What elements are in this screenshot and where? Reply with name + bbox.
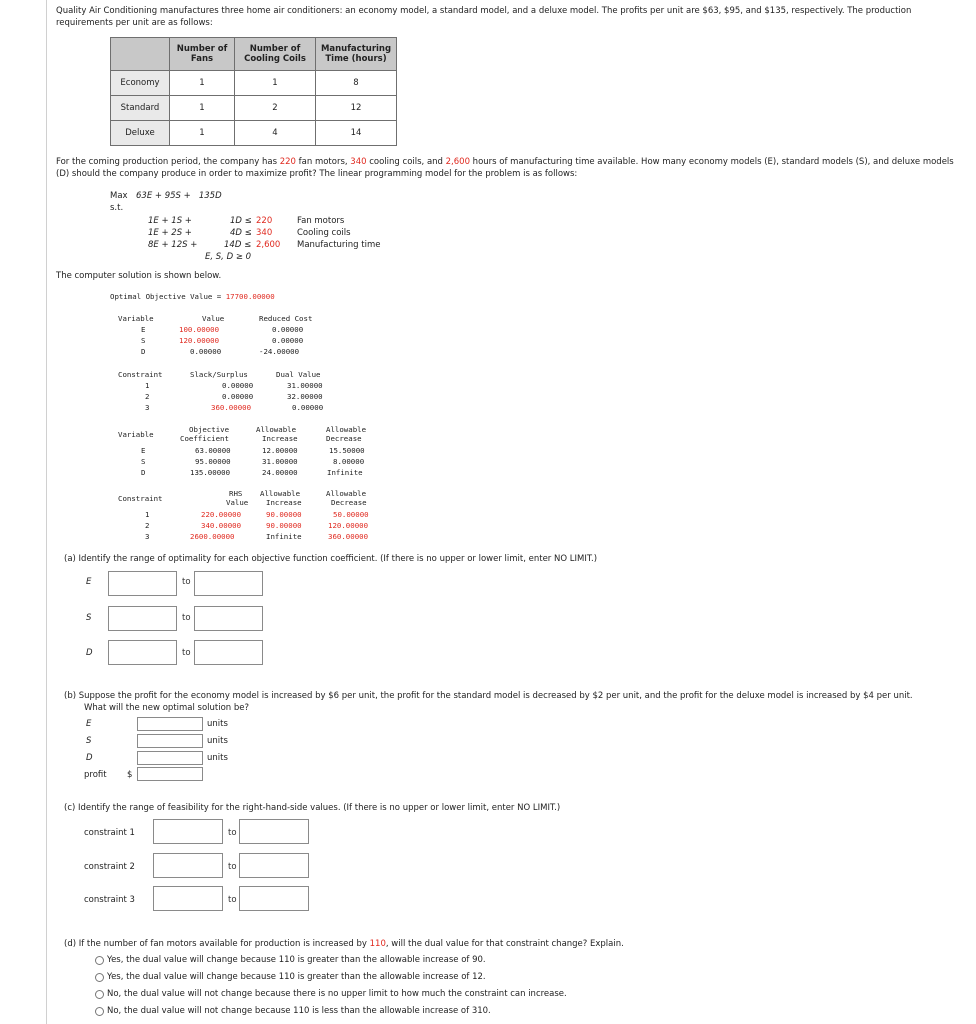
part-d-option-1-label[interactable]: Yes, the dual value will change because 110 is greater than the allowable increase of 90.: [107, 955, 486, 965]
part-a-d-lower-input[interactable]: [108, 640, 177, 665]
cell: 8: [316, 71, 397, 96]
part-c-label-2: constraint 2: [84, 862, 135, 872]
cell: 2: [235, 96, 316, 121]
part-b-question: (b) Suppose the profit for the economy model is increased by $6 per unit, the profit for the standard model is decreased by $2 per unit, and the profit for the deluxe model is increased by $4 per unit.: [64, 691, 913, 701]
part-b-s-input[interactable]: [137, 734, 203, 748]
part-b-profit-label: profit: [84, 770, 107, 780]
cell: 12: [316, 96, 397, 121]
part-a-s-lower-input[interactable]: [108, 606, 177, 631]
lp-objective: 63E + 95S + 135D: [136, 191, 222, 201]
part-c-3-upper-input[interactable]: [239, 886, 309, 911]
part-c-2-lower-input[interactable]: [153, 853, 223, 878]
part-b-label-d: D: [86, 753, 93, 763]
part-a-e-lower-input[interactable]: [108, 571, 177, 596]
part-b-d-input[interactable]: [137, 751, 203, 765]
part-c-2-upper-input[interactable]: [239, 853, 309, 878]
problem-paragraph: For the coming production period, the company has 220 fan motors, 340 cooling coils, and 2,600 hours of manufacturing time available. How many economy models (E), standard models (S), and deluxe models (D) should the company produce in order to maximize profit? The linear programming model for the problem is as follows:: [56, 157, 954, 179]
part-a-e-upper-input[interactable]: [194, 571, 263, 596]
cell: 1: [170, 121, 235, 146]
row-label-deluxe: Deluxe: [111, 121, 170, 146]
part-a-d-upper-input[interactable]: [194, 640, 263, 665]
computer-solution-label: The computer solution is shown below.: [56, 271, 222, 281]
cell: 4: [235, 121, 316, 146]
requirements-table: [110, 37, 397, 146]
problem-intro: Quality Air Conditioning manufactures three home air conditioners: an economy model, a standard model, and a deluxe model. The profits per unit are $63, $95, and $135, respectively. The production requirements per unit are as follows:: [56, 6, 912, 28]
part-a-label-s: S: [86, 613, 92, 623]
part-d-option-2-radio[interactable]: [95, 973, 104, 982]
cooling-coils-value: 340: [350, 157, 367, 167]
header-time: Manufacturing Time (hours): [316, 38, 397, 71]
part-c-label-3: constraint 3: [84, 895, 135, 905]
lp-nonnegativity: E, S, D ≥ 0: [205, 252, 252, 262]
part-c-3-lower-input[interactable]: [153, 886, 223, 911]
part-d-option-2-label[interactable]: Yes, the dual value will change because 110 is greater than the allowable increase of 12.: [107, 972, 486, 982]
part-a-question: (a) Identify the range of optimality for each objective function coefficient. (If there is no upper or lower limit, enter NO LIMIT.): [64, 554, 598, 564]
lp-c3-rhs: 2,600: [256, 240, 281, 250]
part-c-label-1: constraint 1: [84, 828, 135, 838]
part-c-question: (c) Identify the range of feasibility for the right-hand-side values. (If there is no upper or lower limit, enter NO LIMIT.): [64, 803, 561, 813]
table-corner: [111, 38, 170, 71]
part-d-option-1-radio[interactable]: [95, 956, 104, 965]
part-b-label-s: S: [86, 736, 92, 746]
part-b-e-input[interactable]: [137, 717, 203, 731]
part-a-label-e: E: [86, 577, 92, 587]
part-a-s-upper-input[interactable]: [194, 606, 263, 631]
cell: 1: [235, 71, 316, 96]
part-c-1-lower-input[interactable]: [153, 819, 223, 844]
lp-c2-rhs: 340: [256, 228, 273, 238]
row-label-standard: Standard: [111, 96, 170, 121]
fan-motors-value: 220: [279, 157, 296, 167]
lp-max-label: Max: [110, 191, 128, 201]
lp-st-label: s.t.: [110, 203, 124, 213]
header-fans: Number of Fans: [170, 38, 235, 71]
row-label-economy: Economy: [111, 71, 170, 96]
part-d-option-3-radio[interactable]: [95, 990, 104, 999]
part-d-option-4-label[interactable]: No, the dual value will not change because 110 is less than the allowable increase of 310.: [107, 1006, 491, 1016]
part-b-label-e: E: [86, 719, 92, 729]
lp-c1-rhs: 220: [256, 216, 273, 226]
part-d-question: (d) If the number of fan motors available for production is increased by 110, will the dual value for that constraint change? Explain.: [64, 939, 624, 949]
optimal-objective: Optimal Objective Value = 17700.00000: [110, 292, 275, 301]
cell: 14: [316, 121, 397, 146]
hours-value: 2,600: [445, 157, 470, 167]
part-b-profit-input[interactable]: [137, 767, 203, 781]
header-coils: Number of Cooling Coils: [235, 38, 316, 71]
left-rule: [46, 0, 47, 1024]
cell: 1: [170, 71, 235, 96]
part-d-option-3-label[interactable]: No, the dual value will not change because there is no upper limit to how much the constraint can increase.: [107, 989, 567, 999]
cell: 1: [170, 96, 235, 121]
part-c-1-upper-input[interactable]: [239, 819, 309, 844]
part-a-label-d: D: [86, 648, 93, 658]
part-b-question-2: What will the new optimal solution be?: [84, 703, 250, 713]
part-d-option-4-radio[interactable]: [95, 1007, 104, 1016]
